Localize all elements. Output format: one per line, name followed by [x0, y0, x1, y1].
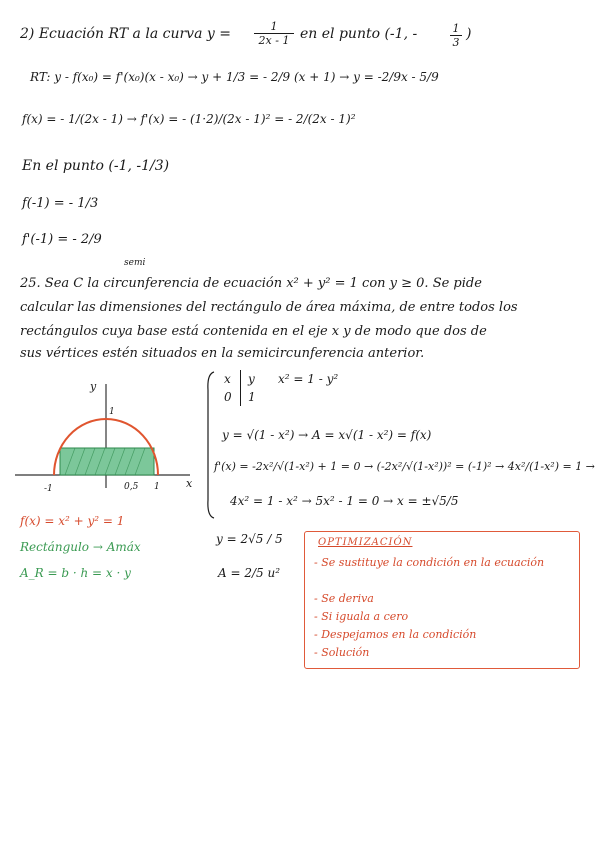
label-tick-1-top: 1: [109, 407, 115, 417]
problem25-line2: calcular las dimensiones del rectángulo de área máxima, de entre todos los: [20, 300, 518, 315]
problem2-fraction: [254, 20, 294, 47]
label-axis-x: x: [186, 477, 193, 490]
label-tick-1: 1: [154, 482, 160, 492]
problem2-point-text: en el punto (-1, -: [300, 26, 418, 42]
table-y-header: y: [248, 372, 255, 386]
label-axis-y: y: [90, 380, 97, 393]
point-line: En el punto (-1, -1/3): [22, 158, 170, 174]
table-x-value: 0: [224, 390, 232, 404]
problem25-line1: [20, 276, 482, 291]
table-divider: [240, 370, 241, 406]
fx-derivative-line: f(x) = - 1/(2x - 1) → f'(x) = - (1·2)/(2x - 1)² = - 2/(2x - 1)²: [22, 112, 356, 126]
optim-step-1: - Se sustituye la condición en la ecuación: [314, 556, 545, 569]
y-value: y = 2√5 / 5: [216, 532, 283, 546]
optim-step-4: - Despejamos en la condición: [314, 628, 477, 641]
optimization-title: OPTIMIZACIÓN: [318, 537, 413, 548]
problem2-point-fraction: [450, 22, 462, 49]
area-value: A = 2/5 u²: [218, 566, 281, 580]
fraction-denominator: 2x - 1: [258, 34, 290, 47]
note-area: A_R = b · h = x · y: [20, 566, 131, 580]
problem2-point-close: ): [466, 26, 472, 42]
problem2-statement: [20, 26, 231, 42]
f-at-point: f(-1) = - 1/3: [22, 196, 99, 211]
label-tick-05: 0,5: [124, 482, 139, 492]
problem25-line1-a: 25. Sea C la: [20, 276, 100, 291]
note-fx: f(x) = x² + y² = 1: [20, 514, 125, 528]
note-rectangle: Rectángulo → Amáx: [20, 540, 141, 554]
problem25-line4: sus vértices estén situados en la semicircunferencia anterior.: [20, 346, 425, 361]
optim-step-5: - Solución: [314, 646, 370, 659]
problem2-statement-text: 2) Ecuación RT a la curva y =: [20, 26, 231, 42]
fraction-numerator: 1: [254, 20, 294, 34]
work-line-3: 4x² = 1 - x² → 5x² - 1 = 0 → x = ±√5/5: [230, 494, 459, 508]
problem25-line1-b: circunferencia de ecuación x² + y² = 1 con y ≥ 0. Se pide: [103, 276, 482, 291]
rt-equation-line: RT: y - f(x₀) = f'(x₀)(x - x₀) → y + 1/3 = - 2/9 (x + 1) → y = -2/9x - 5/9: [30, 70, 439, 84]
optim-step-2: - Se deriva: [314, 592, 374, 605]
work-line-2: f'(x) = -2x²/√(1-x²) + 1 = 0 → (-2x²/√(1-x²))² = (-1)² → 4x²/(1-x²) = 1 →: [214, 460, 595, 473]
problem2-point: [300, 26, 417, 42]
point-frac-num: 1: [450, 22, 462, 36]
work-bracket: [204, 370, 218, 520]
semi-note: semi: [124, 258, 146, 268]
label-tick-neg1: -1: [44, 484, 53, 494]
point-frac-den: 3: [452, 36, 460, 49]
problem25-line3: rectángulos cuya base está contenida en el eje x y de modo que dos de: [20, 324, 487, 339]
table-y-value: 1: [248, 390, 256, 404]
relation-x2: x² = 1 - y²: [278, 372, 339, 386]
work-line-1: y = √(1 - x²) → A = x√(1 - x²) = f(x): [222, 428, 432, 442]
fprime-at-point: f'(-1) = - 2/9: [22, 232, 102, 247]
table-x-header: x: [224, 372, 231, 386]
optim-step-3: - Si iguala a cero: [314, 610, 409, 623]
semicircle-graph: [10, 376, 210, 506]
